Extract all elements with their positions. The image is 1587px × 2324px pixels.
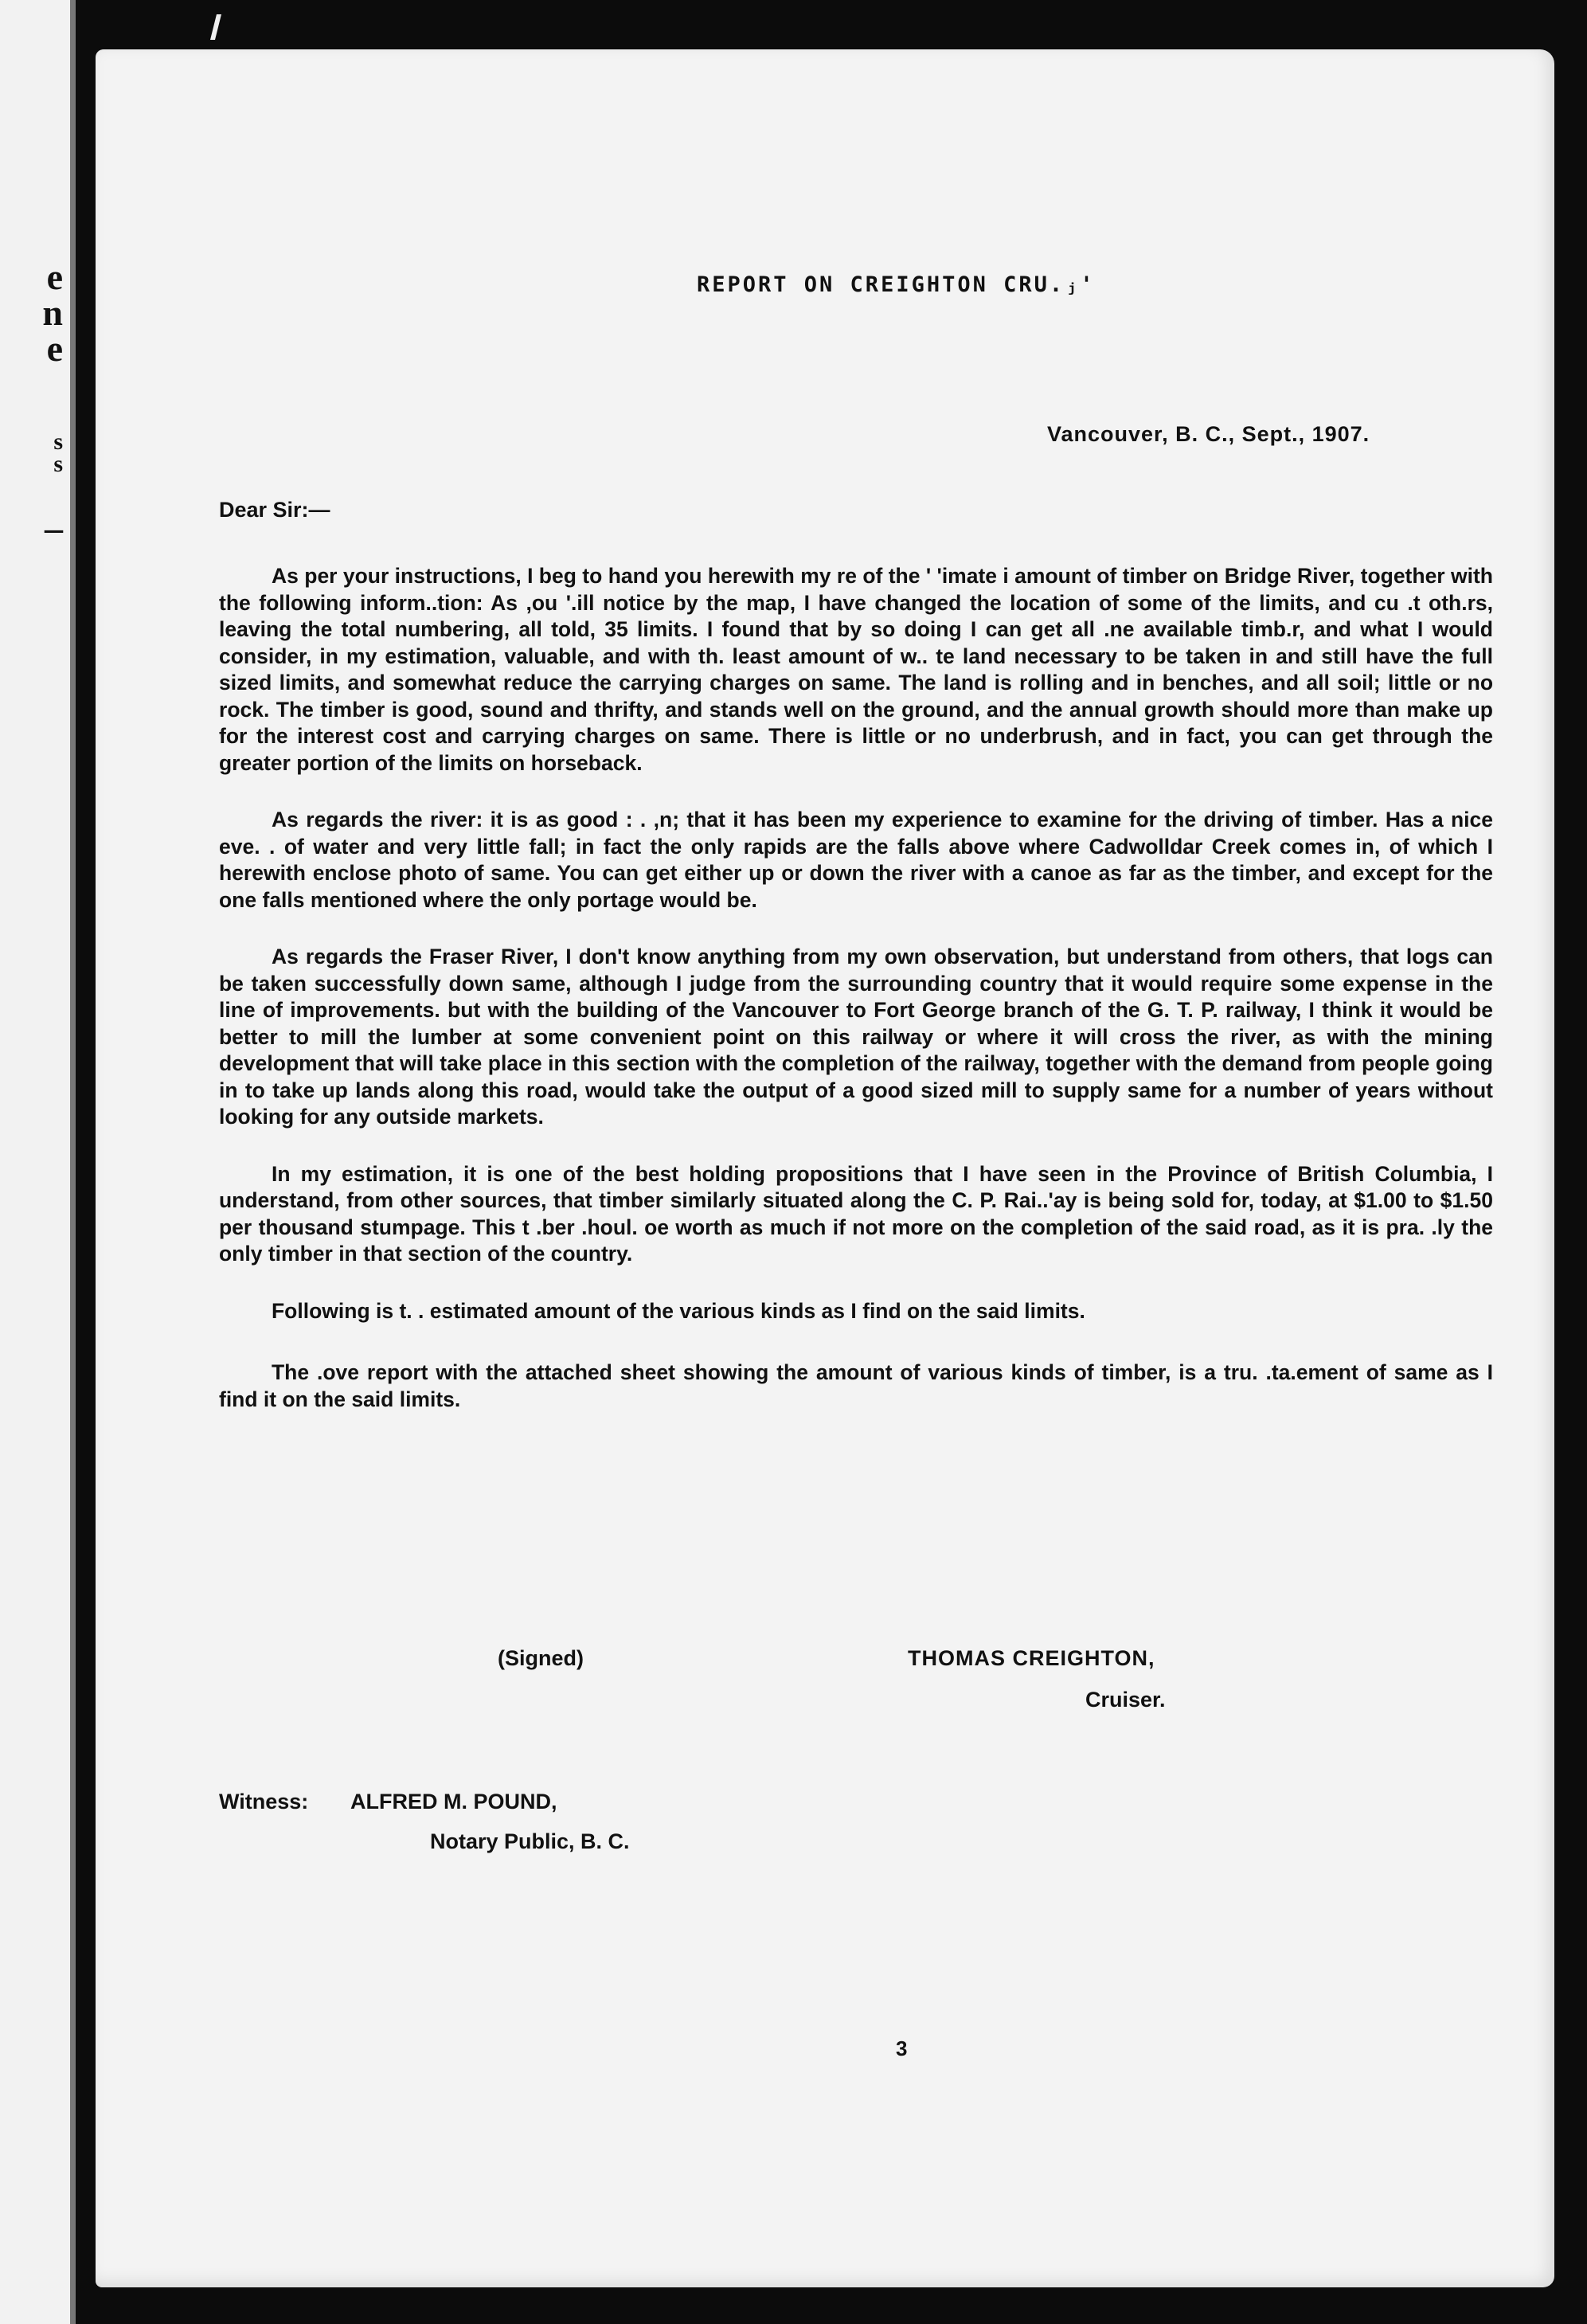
letter-body (219, 563, 1493, 1443)
prev-page-glyph: s (53, 451, 63, 477)
signer-name: THOMAS CREIGHTON, (908, 1646, 1155, 1670)
prev-page-glyph: e (46, 328, 63, 369)
prev-page-glyph: n (42, 292, 63, 333)
document-page (96, 49, 1554, 2287)
page-gutter (70, 0, 76, 2324)
salutation: Dear Sir:— (219, 498, 330, 522)
notary-line: Notary Public, B. C. (430, 1829, 630, 1853)
page-number: 3 (896, 2036, 908, 2060)
body-paragraph: The .ove report with the attached sheet showing the amount of various kinds of timber, is a tru. .ta.ement of same as I find it on the said limits. (219, 1360, 1493, 1411)
body-paragraph: As regards the river: it is as good : . ,n; that it has been my experience to examine for the driving of timber. Has a nice eve. . of water and very little fall; in fact the only rapids are the falls above where Cadwolldar Creek comes in, of which I herewith enclose photo of same. You can get either up or down the river with a canoe as far as the timber, and except for the one falls mentioned where the only portage would be. (219, 808, 1493, 912)
signer-role: Cruiser. (1085, 1688, 1166, 1712)
body-paragraph: In my estimation, it is one of the best holding propositions that I have seen in the Province of British Columbia, I understand, from other sources, that timber similarly situated along the C. P. Rai..'ay is being sold for, today, at $1.00 to $1.50 per thousand stumpage. This t .ber .houl. oe worth as much if not more on the completion of the said road, as it is pra. .ly the only timber in that section of the country. (219, 1161, 1493, 1266)
witness-name: ALFRED M. POUND, (350, 1790, 557, 1813)
prev-page-glyph: s (53, 428, 63, 455)
previous-page-edge (0, 0, 76, 2324)
body-paragraph: As regards the Fraser River, I don't know anything from my own observation, but understand from others, that logs can be taken successfully down same, although I judge from the surrounding country that it would require some expense in the line of improvements. but with the building of the Vancouver to Fort George branch of the G. T. P. railway, I think it would be better to mill the lumber at some convenient point on this railway or where it will cross the river, as with the mining development that will take place in this section with the completion of the railway, together with the demand from people going in to take up lands along this road, would take the output of a good sized mill to supply same for a number of years without looking for any outside markets. (219, 945, 1493, 1129)
signed-label: (Signed) (498, 1646, 584, 1670)
witness-label: Witness: (219, 1790, 309, 1813)
body-paragraph: Following is t. . estimated amount of the various kinds as I find on the said limits. (272, 1298, 1085, 1323)
report-title: REPORT ON CREIGHTON CRU.ⱼ' (697, 272, 1096, 297)
witness-line (219, 1790, 557, 1814)
body-paragraph: As per your instructions, I beg to hand you herewith my re of the ' 'imate i amount of timber on Bridge River, together with the following inform..tion: As ,ou '.ill notice by the map, I have changed the location of some of the limits, and cu .t oth.rs, leaving the total numbering, all told, 35 limits. I found that by so doing I can get all .ne available timb.r, and what I would consider, in my estimation, valuable, and with th. least amount of w.. te land necessary to be taken in and still have the full sized limits, and somewhat reduce the carrying charges on same. The land is rolling and in benches, and all soil; little or no rock. The timber is good, sound and thrifty, and stands well on the ground, and the annual growth should more than make up for the interest cost and carrying charges on same. There is little or no underbrush, and in fact, you can get through the greater portion of the limits on horseback. (219, 564, 1493, 775)
prev-page-glyph: e (46, 256, 63, 297)
place-date-line: Vancouver, B. C., Sept., 1907. (1047, 422, 1370, 446)
scan-artifact-mark (210, 14, 221, 40)
prev-page-glyph: – (45, 507, 63, 548)
